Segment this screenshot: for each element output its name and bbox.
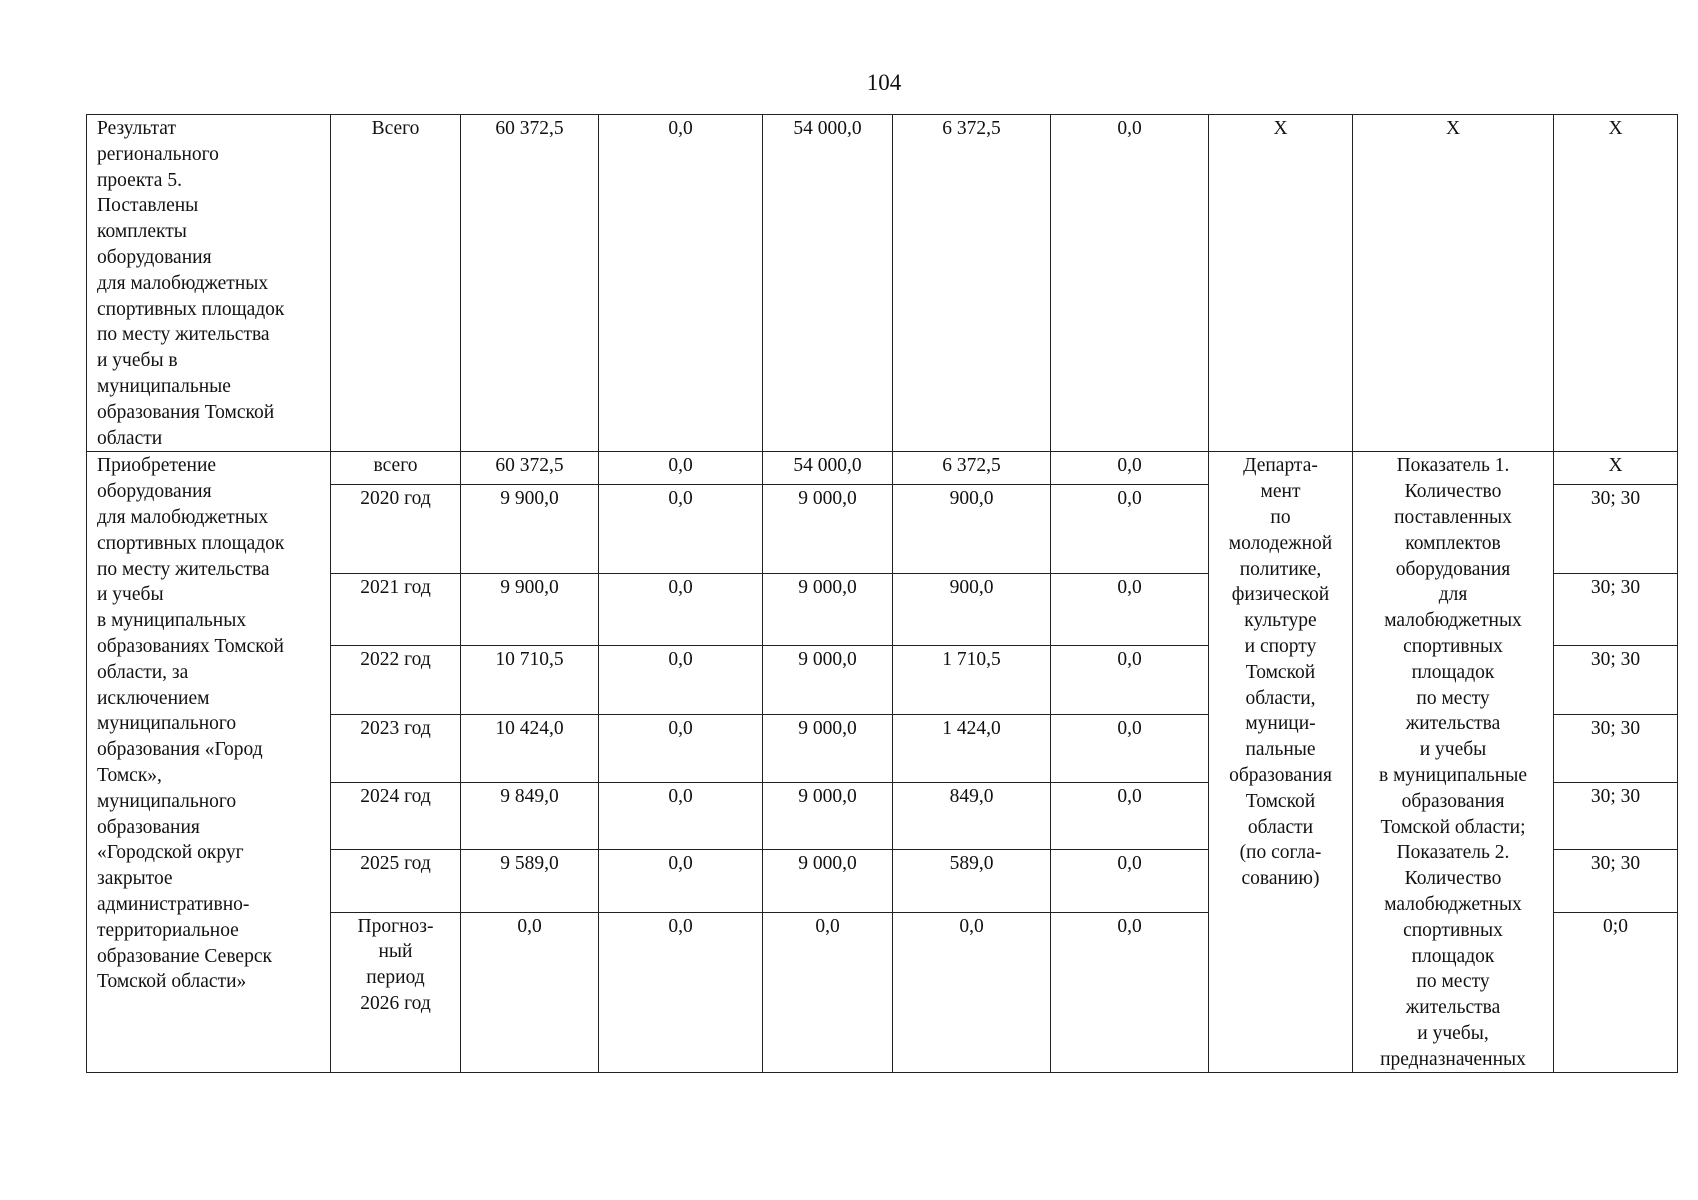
total-cell: 0,0: [461, 912, 599, 1073]
text-line: области,: [1245, 687, 1316, 709]
text-line: малобюджетных: [1384, 610, 1522, 632]
indicator-value-cell: 30; 30: [1554, 783, 1678, 850]
federal-cell: 0,0: [599, 783, 763, 850]
local-cell: 1 710,5: [893, 645, 1051, 715]
text-line: для: [1438, 584, 1468, 606]
text-line: 2024 год: [360, 786, 431, 808]
text-line: административно-: [97, 893, 250, 915]
indicator-value-cell: 30; 30: [1554, 715, 1678, 783]
text-line: Поставлены: [97, 195, 199, 217]
other-cell: 0,0: [1051, 849, 1209, 912]
text-line: комплектов: [1405, 532, 1501, 554]
text-line: поставленных: [1394, 506, 1512, 528]
result-local: 6 372,5: [893, 115, 1051, 452]
text-line: Томской: [1245, 790, 1316, 812]
table-row: [87, 452, 1678, 484]
period-cell: [331, 715, 461, 783]
text-line: образования Томской: [97, 401, 275, 423]
regional-cell: 9 000,0: [763, 783, 893, 850]
text-line: оборудования: [97, 246, 212, 268]
text-line: Показатель 2.: [1396, 842, 1510, 864]
indicator-value-cell: Х: [1554, 452, 1678, 484]
text-line: 2025 год: [360, 852, 431, 874]
budget-table: [86, 114, 1678, 1073]
text-line: по: [1270, 506, 1291, 528]
indicator-value-cell: 0;0: [1554, 912, 1678, 1073]
total-cell: 9 589,0: [461, 849, 599, 912]
other-cell: 0,0: [1051, 645, 1209, 715]
text-line: Результат: [97, 118, 176, 139]
indicator-value-cell: 30; 30: [1554, 573, 1678, 645]
text-line: 2022 год: [360, 648, 431, 670]
period-cell: [331, 645, 461, 715]
period-cell: [331, 573, 461, 645]
text-line: площадок: [1411, 945, 1495, 967]
executor-cell: [1209, 452, 1353, 1073]
text-line: в муниципальные: [1379, 764, 1527, 786]
text-line: Количество: [1404, 481, 1502, 503]
other-cell: 0,0: [1051, 484, 1209, 573]
regional-cell: 9 000,0: [763, 849, 893, 912]
federal-cell: 0,0: [599, 573, 763, 645]
total-cell: 9 900,0: [461, 484, 599, 573]
text-line: по месту жительства: [97, 558, 270, 580]
text-line: сованию): [1241, 868, 1320, 890]
result-row: [87, 115, 1678, 452]
text-line: молодежной: [1228, 532, 1333, 554]
text-line: и учебы: [97, 584, 164, 606]
text-line: исключением: [97, 687, 210, 709]
text-line: муниципальные: [97, 375, 231, 397]
text-line: по месту: [1416, 687, 1490, 709]
result-period: Всего: [331, 115, 461, 452]
text-line: политике,: [1239, 558, 1322, 580]
regional-cell: 9 000,0: [763, 645, 893, 715]
local-cell: 6 372,5: [893, 452, 1051, 484]
text-line: оборудования: [1395, 558, 1511, 580]
text-line: и учебы,: [1417, 1022, 1489, 1044]
text-line: Томской: [1245, 661, 1316, 683]
text-line: 2023 год: [360, 718, 431, 740]
local-cell: 1 424,0: [893, 715, 1051, 783]
text-line: спортивных площадок: [97, 298, 285, 320]
text-line: закрытое: [97, 868, 173, 890]
total-cell: 10 424,0: [461, 715, 599, 783]
page-number: 104: [866, 70, 902, 95]
text-line: Количество: [1404, 868, 1502, 890]
total-cell: 60 372,5: [461, 452, 599, 484]
other-cell: 0,0: [1051, 452, 1209, 484]
local-cell: 900,0: [893, 573, 1051, 645]
text-line: 2020 год: [360, 487, 431, 509]
federal-cell: 0,0: [599, 645, 763, 715]
other-cell: 0,0: [1051, 573, 1209, 645]
indicator-cell: [1353, 452, 1554, 1073]
text-line: образованиях Томской: [97, 635, 284, 657]
federal-cell: 0,0: [599, 484, 763, 573]
text-line: муници-: [1245, 713, 1316, 735]
indicator-value-cell: 30; 30: [1554, 849, 1678, 912]
text-line: для малобюджетных: [97, 506, 269, 528]
text-line: спортивных: [1403, 635, 1503, 657]
text-line: пальные: [1245, 739, 1316, 761]
regional-cell: 0,0: [763, 912, 893, 1073]
result-executor: Х: [1209, 115, 1353, 452]
period-cell: [331, 452, 461, 484]
text-line: жительства: [1405, 997, 1501, 1019]
text-line: мент: [1260, 481, 1301, 503]
other-cell: 0,0: [1051, 912, 1209, 1073]
text-line: и учебы в: [97, 350, 178, 372]
text-line: и учебы: [1419, 739, 1487, 761]
text-line: по месту жительства: [97, 324, 270, 346]
other-cell: 0,0: [1051, 783, 1209, 850]
result-total: 60 372,5: [461, 115, 599, 452]
text-line: 2026 год: [360, 992, 431, 1014]
text-line: Департа-: [1243, 455, 1318, 477]
text-line: малобюджетных: [1384, 893, 1522, 915]
local-cell: 849,0: [893, 783, 1051, 850]
text-line: жительства: [1405, 713, 1501, 735]
result-other: 0,0: [1051, 115, 1209, 452]
activity-name: [87, 452, 331, 1073]
text-line: Прогноз-: [357, 915, 434, 937]
text-line: и спорту: [1244, 635, 1317, 657]
text-line: оборудования: [97, 481, 212, 503]
text-line: образование Северск: [97, 945, 272, 967]
text-line: области, за: [97, 661, 189, 683]
text-line: территориальное: [97, 919, 239, 941]
regional-cell: 9 000,0: [763, 573, 893, 645]
text-line: в муниципальных: [97, 610, 247, 632]
result-indicator-value: Х: [1554, 115, 1678, 452]
text-line: комплекты: [97, 221, 187, 243]
regional-cell: 54 000,0: [763, 452, 893, 484]
text-line: Томской области»: [97, 971, 247, 993]
period-cell: [331, 912, 461, 1073]
text-line: Томск»,: [97, 764, 162, 786]
text-line: регионального: [97, 143, 219, 165]
text-line: 2021 год: [360, 576, 431, 598]
local-cell: 0,0: [893, 912, 1051, 1073]
text-line: проекта 5.: [97, 169, 182, 191]
text-line: «Городской округ: [97, 842, 244, 864]
text-line: по месту: [1416, 971, 1490, 993]
text-line: площадок: [1411, 661, 1495, 683]
total-cell: 9 849,0: [461, 783, 599, 850]
result-regional: 54 000,0: [763, 115, 893, 452]
text-line: области: [1247, 816, 1314, 838]
result-indicator: Х: [1353, 115, 1554, 452]
total-cell: 10 710,5: [461, 645, 599, 715]
text-line: ный: [378, 941, 413, 963]
text-line: физической: [1231, 584, 1330, 606]
federal-cell: 0,0: [599, 452, 763, 484]
period-cell: [331, 484, 461, 573]
indicator-value-cell: 30; 30: [1554, 484, 1678, 573]
period-cell: [331, 783, 461, 850]
text-line: для малобюджетных: [97, 272, 269, 294]
text-line: образования: [1401, 790, 1505, 812]
text-line: спортивных: [1403, 919, 1503, 941]
local-cell: 900,0: [893, 484, 1051, 573]
text-line: спортивных площадок: [97, 532, 285, 554]
text-line: образования «Город: [97, 739, 263, 761]
indicator-value-cell: 30; 30: [1554, 645, 1678, 715]
period-cell: [331, 849, 461, 912]
result-name: [87, 115, 331, 452]
regional-cell: 9 000,0: [763, 484, 893, 573]
text-line: муниципального: [97, 713, 237, 735]
text-line: всего: [373, 455, 418, 477]
text-line: Томской области;: [1380, 816, 1526, 838]
regional-cell: 9 000,0: [763, 715, 893, 783]
text-line: культуре: [1244, 610, 1317, 632]
federal-cell: 0,0: [599, 912, 763, 1073]
text-line: Показатель 1.: [1396, 455, 1510, 477]
text-line: области: [97, 427, 163, 449]
text-line: период: [366, 967, 425, 989]
federal-cell: 0,0: [599, 715, 763, 783]
local-cell: 589,0: [893, 849, 1051, 912]
total-cell: 9 900,0: [461, 573, 599, 645]
text-line: образования: [97, 816, 200, 838]
federal-cell: 0,0: [599, 849, 763, 912]
text-line: (по согла-: [1239, 842, 1322, 864]
text-line: предназначенных: [1380, 1048, 1526, 1070]
text-line: Приобретение: [97, 455, 217, 477]
other-cell: 0,0: [1051, 715, 1209, 783]
text-line: образования: [1229, 764, 1332, 786]
text-line: муниципального: [97, 790, 237, 812]
result-federal: 0,0: [599, 115, 763, 452]
